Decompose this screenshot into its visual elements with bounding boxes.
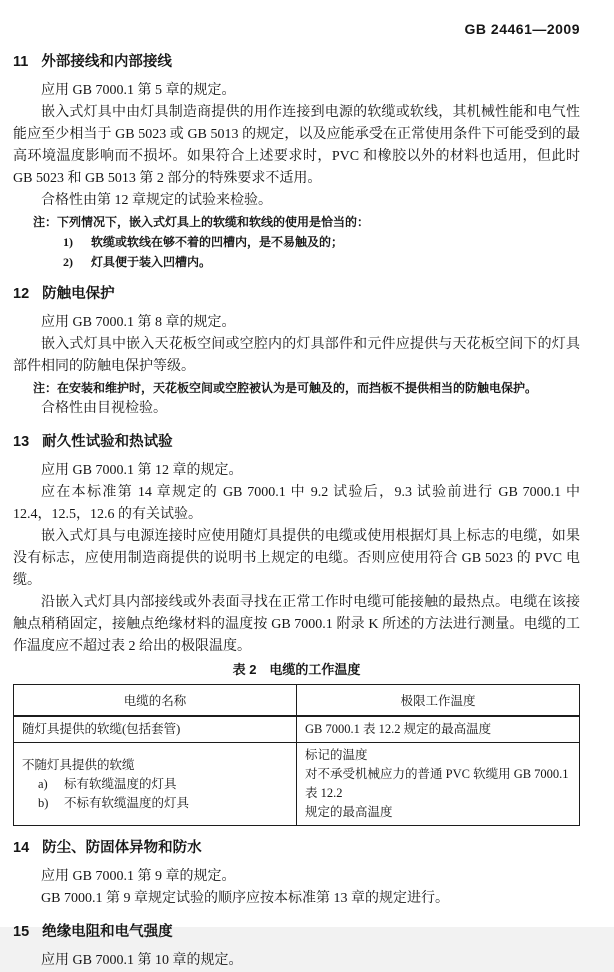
list-item-text: 不标有软缆温度的灯具 — [64, 795, 190, 810]
section-title: 防触电保护 — [42, 286, 115, 302]
cell-line: 不随灯具提供的软缆 — [22, 757, 135, 772]
paragraph: 合格性由目视检验。 — [41, 401, 167, 416]
table-row — [14, 743, 580, 826]
section-number: 14 — [13, 840, 30, 856]
column-header-cable-name: 电缆的名称 — [14, 685, 297, 717]
table-header-row — [14, 685, 580, 717]
list-item-text: 灯具便于装入凹槽内。 — [91, 255, 212, 269]
note-block — [33, 378, 580, 398]
cell-sub-item — [38, 775, 288, 794]
note-intro: 注：下列情况下，嵌入式灯具上的软缆和软线的使用是恰当的： — [33, 215, 370, 229]
cell-line: 对不承受机械应力的普通 PVC 软缆用 GB 7000.1 表 12.2 — [305, 767, 569, 800]
cell-line: 标记的温度 — [305, 748, 368, 762]
paragraph: 应在本标准第 14 章规定的 GB 7000.1 中 9.2 试验后，9.3 试验前进行 GB 7000.1 中 12.4，12.5，12.6 的有关试验。 — [13, 485, 580, 522]
note-block — [33, 212, 580, 272]
cell-cable-name: 随灯具提供的软缆(包括套管) — [14, 716, 297, 743]
doc-number: GB 24461—2009 — [464, 21, 580, 37]
paragraph: 应用 GB 7000.1 第 10 章的规定。 — [41, 953, 243, 968]
section-11 — [13, 52, 580, 272]
section-15-heading — [13, 922, 580, 942]
list-item-text: 软缆或软线在够不着的凹槽内，是不易触及的； — [91, 235, 344, 249]
section-13 — [13, 432, 580, 826]
column-header-limit-temp: 极限工作温度 — [297, 685, 580, 717]
table-caption: 表 2 电缆的工作温度 — [232, 662, 361, 677]
paragraph: 嵌入式灯具与电源连接时应使用随灯具提供的电缆或使用根据灯具上标志的电缆，如果没有标志，应使用制造商提供的说明书上规定的电缆。否则应使用符合 GB 5023 的 PVC 电缆。 — [13, 529, 580, 588]
list-item-text: 标有软缆温度的灯具 — [64, 776, 177, 791]
paragraph: 沿嵌入式灯具内部接线或外表面寻找在正常工作时电缆可能接触的最热点。电缆在该接触点稍稍固定，接触点绝缘材料的温度按 GB 7000.1 附录 K 所述的方法进行测量。电缆的工作温度应不超过表 2 给出的极限温度。 — [13, 595, 580, 654]
section-number: 13 — [13, 434, 30, 450]
section-title: 绝缘电阻和电气强度 — [42, 924, 173, 940]
paragraph: 应用 GB 7000.1 第 8 章的规定。 — [41, 315, 236, 330]
section-12 — [13, 284, 580, 420]
cell-limit-temp — [297, 743, 580, 826]
section-title: 防尘、防固体异物和防水 — [42, 840, 202, 856]
cell-line: 规定的最高温度 — [305, 805, 393, 819]
table-row — [14, 716, 580, 743]
paragraph: 合格性由第 12 章规定的试验来检验。 — [41, 193, 272, 208]
paragraph: 应用 GB 7000.1 第 5 章的规定。 — [41, 83, 236, 98]
list-marker: 2) — [63, 255, 73, 269]
cell-limit-temp: GB 7000.1 表 12.2 规定的最高温度 — [297, 716, 580, 743]
list-marker: b) — [38, 795, 49, 810]
paragraph: 应用 GB 7000.1 第 9 章的规定。 — [41, 869, 236, 884]
section-number: 11 — [13, 54, 29, 70]
paragraph: GB 7000.1 第 9 章规定试验的顺序应按本标准第 13 章的规定进行。 — [41, 891, 449, 906]
note-item — [63, 252, 580, 272]
section-12-heading — [13, 284, 580, 304]
cable-temperature-table — [13, 684, 580, 826]
note-item — [63, 232, 580, 252]
page-header — [13, 20, 580, 38]
section-14 — [13, 838, 580, 910]
section-title: 外部接线和内部接线 — [41, 54, 172, 70]
section-11-heading — [13, 52, 580, 72]
note-intro: 注：在安装和维护时，天花板空间或空腔被认为是可触及的，而挡板不提供相当的防触电保护。 — [33, 381, 538, 395]
paragraph: 应用 GB 7000.1 第 12 章的规定。 — [41, 463, 243, 478]
section-title: 耐久性试验和热试验 — [42, 434, 173, 450]
cell-sub-item — [38, 794, 288, 813]
list-marker: a) — [38, 776, 48, 791]
paragraph: 嵌入式灯具中由灯具制造商提供的用作连接到电源的软缆或软线，其机械性能和电气性能应至少相当于 GB 5023 或 GB 5013 的规定，以及应能承受在正常使用条件下可能受到的最高环境温度影响而不损坏。如果符合上述要求时，PVC 和橡胶以外的材料也适用，但此时 GB 5023 和 GB 5013 第 2 部分的特殊要求不适用。 — [13, 105, 580, 186]
list-marker: 1) — [63, 235, 73, 249]
section-number: 12 — [13, 286, 30, 302]
paragraph: 嵌入式灯具中嵌入天花板空间或空腔内的灯具部件和元件应提供与天花板空间下的灯具部件相同的防触电保护等级。 — [13, 337, 580, 374]
section-14-heading — [13, 838, 580, 858]
section-number: 15 — [13, 924, 30, 940]
section-13-heading — [13, 432, 580, 452]
section-15 — [13, 922, 580, 972]
cell-cable-name — [14, 743, 297, 826]
